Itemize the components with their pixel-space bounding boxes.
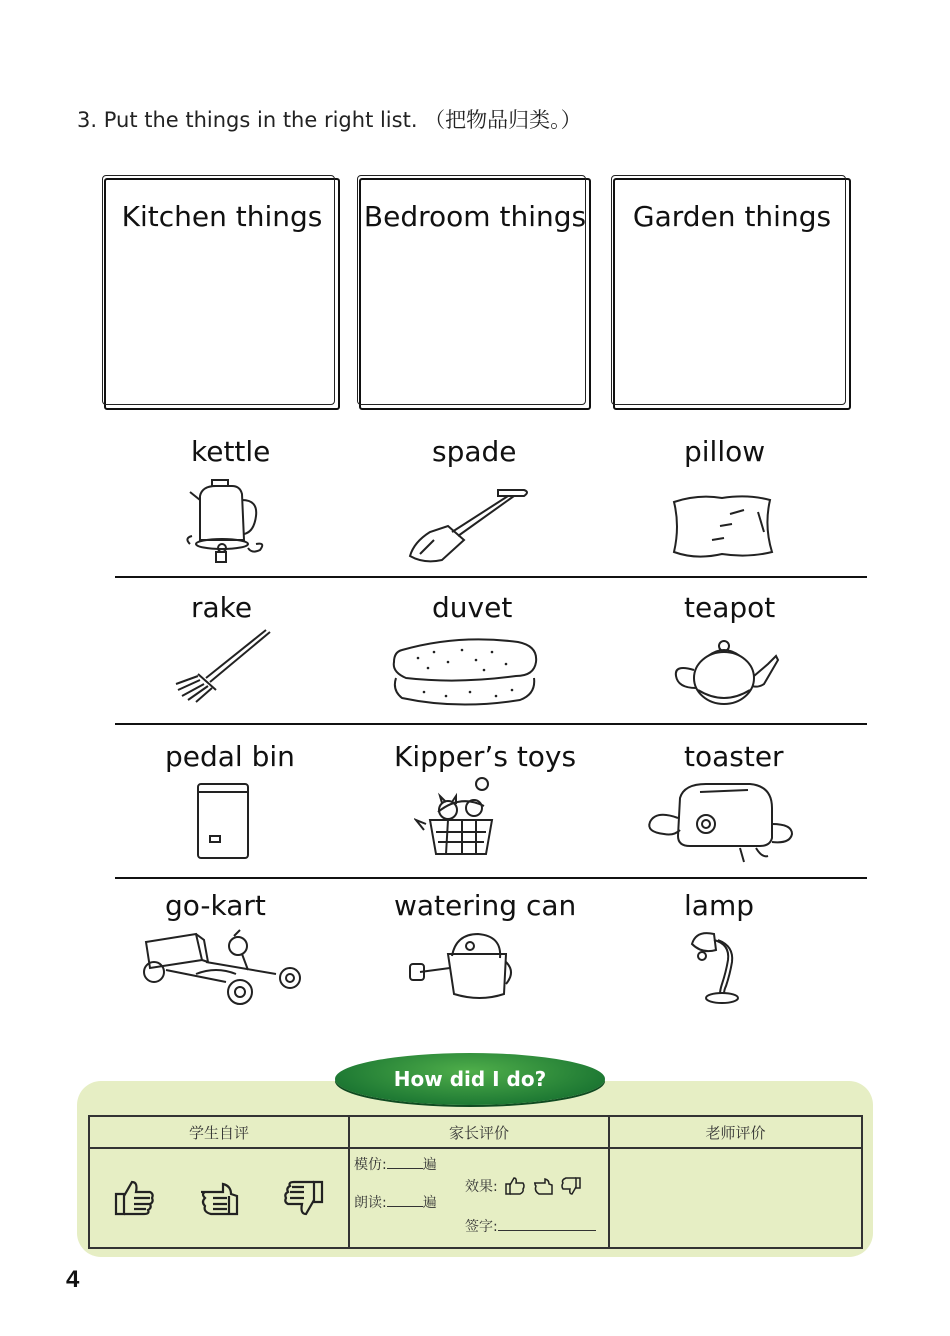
- read-unit: 遍: [422, 1195, 437, 1211]
- item-label: Kipper’s toys: [394, 740, 577, 773]
- item-label: pedal bin: [165, 740, 295, 773]
- pillow-icon: [668, 492, 778, 560]
- spade-icon: [402, 484, 534, 564]
- thumbs-sideways-icon[interactable]: [532, 1176, 554, 1196]
- thumbs-down-icon[interactable]: [282, 1178, 326, 1218]
- item-label: spade: [432, 435, 517, 468]
- page-number: 4: [66, 1266, 80, 1293]
- sign-field[interactable]: [498, 1218, 596, 1231]
- go-kart-icon: [136, 926, 304, 1010]
- parent-eval-header: 家长评价: [349, 1116, 609, 1148]
- effect-row: [465, 1176, 582, 1196]
- sign-label: 签字:: [465, 1219, 498, 1235]
- teapot-icon: [668, 634, 784, 710]
- read-count-field[interactable]: [387, 1194, 423, 1207]
- item-label: duvet: [432, 591, 513, 624]
- item-label: watering can: [394, 889, 577, 922]
- read-label: 朗读:: [354, 1195, 387, 1211]
- lamp-icon: [686, 928, 748, 1008]
- item-label: kettle: [191, 435, 271, 468]
- kitchen-list-title: Kitchen things: [121, 200, 323, 233]
- evaluation-table: [88, 1115, 863, 1249]
- toaster-icon: [644, 778, 796, 864]
- thumbs-up-icon[interactable]: [504, 1176, 526, 1196]
- bedroom-list-title: Bedroom things: [363, 200, 587, 233]
- teacher-eval-cell[interactable]: [609, 1148, 862, 1248]
- pedal-bin-icon: [192, 780, 254, 862]
- thumbs-down-icon[interactable]: [560, 1176, 582, 1196]
- item-label: pillow: [684, 435, 766, 468]
- item-label: teapot: [684, 591, 776, 624]
- student-self-eval-header: 学生自评: [89, 1116, 349, 1148]
- garden-list-box[interactable]: [613, 178, 851, 410]
- toys-basket-icon: [414, 772, 506, 864]
- thumbs-sideways-icon[interactable]: [197, 1178, 241, 1218]
- rake-icon: [170, 628, 274, 704]
- row-divider: [115, 576, 867, 578]
- kitchen-list-box[interactable]: [104, 178, 340, 410]
- imitate-unit: 遍: [422, 1157, 437, 1173]
- student-self-eval-cell: [89, 1148, 349, 1248]
- instruction-text: 3. Put the things in the right list. （把物品归类。）: [77, 108, 582, 132]
- watering-can-icon: [408, 928, 516, 1006]
- imitate-count-field[interactable]: [387, 1156, 423, 1169]
- item-label: lamp: [684, 889, 754, 922]
- teacher-eval-header: 老师评价: [609, 1116, 862, 1148]
- duvet-icon: [388, 632, 544, 712]
- imitate-row: [354, 1154, 437, 1174]
- effect-label: 效果:: [465, 1179, 498, 1195]
- thumbs-up-icon[interactable]: [112, 1178, 156, 1218]
- item-label: toaster: [684, 740, 784, 773]
- bedroom-list-box[interactable]: [359, 178, 591, 410]
- parent-eval-cell: [349, 1148, 609, 1248]
- how-did-i-do-badge: How did I do?: [335, 1053, 605, 1105]
- read-row: [354, 1192, 437, 1212]
- item-label: rake: [191, 591, 253, 624]
- imitate-label: 模仿:: [354, 1157, 387, 1173]
- kettle-icon: [182, 478, 268, 568]
- row-divider: [115, 877, 867, 879]
- row-divider: [115, 723, 867, 725]
- sign-row: [465, 1216, 596, 1236]
- garden-list-title: Garden things: [632, 200, 832, 233]
- item-label: go-kart: [165, 889, 266, 922]
